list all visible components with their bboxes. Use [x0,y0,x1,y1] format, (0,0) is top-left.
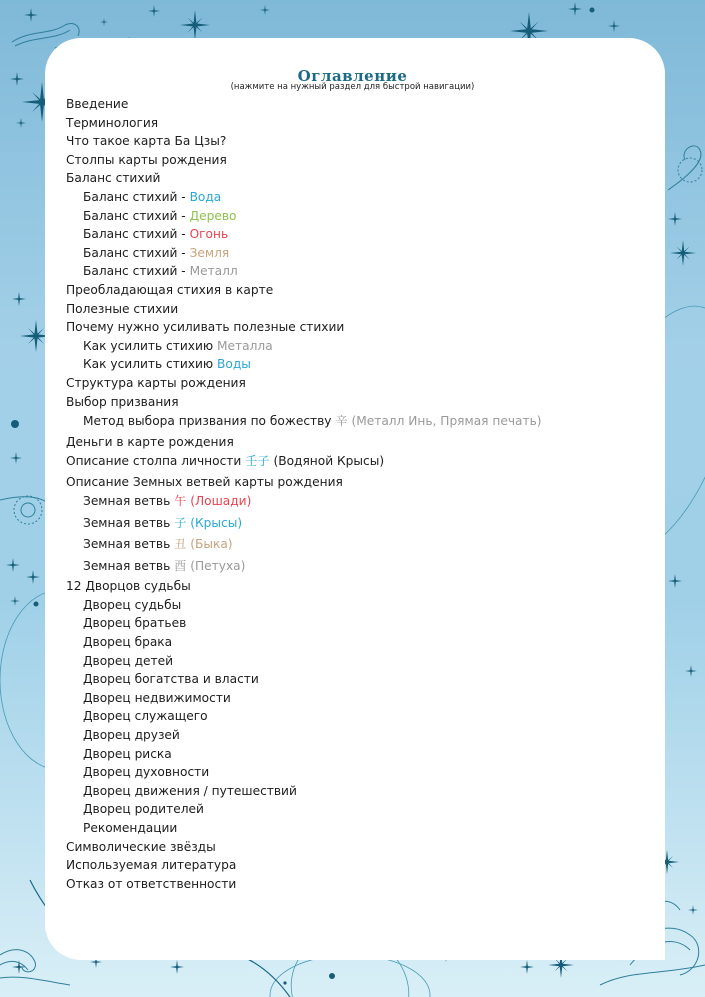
toc-link-accent: Воды [217,357,251,372]
wave-bottom-left-icon [0,950,70,985]
page-subtitle: (нажмите на нужный раздел для быстрой навигации) [230,82,475,92]
swirl-left-icon [0,496,50,524]
toc-link[interactable] [66,800,626,819]
toc-link[interactable] [66,473,626,492]
toc-link[interactable] [66,318,626,337]
toc-link-label: Дворец богатства и власти [83,672,259,687]
toc-link[interactable] [66,337,626,356]
toc-link[interactable] [66,491,626,513]
toc-link[interactable] [66,114,626,133]
toc-link-accent: Металла [217,338,273,353]
toc-link[interactable] [66,745,626,764]
toc-link-accent: Металл [189,264,238,279]
toc-link[interactable] [66,707,626,726]
toc-link[interactable] [66,262,626,281]
toc-link[interactable] [66,838,626,857]
toc-link-label: Земная ветвь [83,558,175,573]
toc-link[interactable] [66,355,626,374]
toc-link[interactable] [66,726,626,745]
toc-link[interactable] [66,875,626,894]
toc-link-accent: 酉 (Петуха) [174,558,246,573]
toc-link-label: Земная ветвь [83,494,175,509]
toc-link-label: Выбор призвания [66,394,179,409]
toc-link-label: Баланс стихий - [83,189,190,204]
toc-link-label: Как усилить стихию [83,338,218,353]
toc-link[interactable] [66,689,626,708]
toc-link[interactable] [66,169,626,188]
toc-link-accent: 壬子 [245,454,270,469]
toc-link[interactable] [66,393,626,412]
toc-link[interactable] [66,819,626,838]
toc-link[interactable] [66,763,626,782]
toc-link-label: Отказ от ответственности [66,876,237,891]
toc-link-label: Деньги в карте рождения [66,434,234,449]
toc-link-accent: Огонь [189,227,229,242]
toc-link[interactable] [66,374,626,393]
toc-link[interactable] [66,556,626,578]
toc-link-label: Что такое карта Ба Цзы? [66,134,227,149]
toc-link-accent: Вода [189,189,222,204]
toc-link-label: Земная ветвь [83,537,175,552]
toc-link-accent: 子 (Крысы) [174,515,243,530]
toc-link-label: Баланс стихий [66,171,161,186]
toc-link-accent: 午 (Лошади) [174,494,252,509]
toc-link-label: Баланс стихий - [83,208,190,223]
toc-link-label: Описание Земных ветвей карты рождения [66,474,343,489]
toc-link[interactable] [66,513,626,535]
toc-link-accent: 丑 (Быка) [174,537,233,552]
toc-link-label: Преобладающая стихия в карте [66,282,274,297]
toc-link-accent: 辛 (Металл Инь, Прямая печать) [335,414,542,429]
toc-link[interactable] [66,300,626,319]
toc-link-label: Дворец риска [83,746,172,761]
toc-link[interactable] [66,207,626,226]
toc-link-label: Терминология [66,115,159,130]
toc-link[interactable] [66,633,626,652]
toc-link-label: Дворец детей [83,653,174,668]
toc-link[interactable] [66,188,626,207]
page-title: Оглавление [297,67,408,85]
toc-link-label: Дворец брака [83,635,173,650]
toc-link-label: Метод выбора призвания по божеству [83,414,336,429]
toc-link-label: Столпы карты рождения [66,152,227,167]
toc-link-label: Введение [66,97,129,111]
toc-link-label: Дворец братьев [83,616,187,631]
toc-link[interactable] [66,782,626,801]
toc-link-label: 12 Дворцов судьбы [66,579,191,594]
toc-link-accent: Земля [189,245,230,260]
toc-link[interactable] [66,433,626,452]
toc-link-label: Дворец движения / путешествий [83,783,297,798]
toc-link-label: Дворец родителей [83,802,204,817]
toc-link[interactable] [66,411,626,433]
toc-link-label: Почему нужно усиливать полезные стихии [66,320,345,335]
toc-link[interactable] [66,652,626,671]
toc-link-label: Полезные стихии [66,301,179,316]
toc-link-label: Используемая литература [66,858,237,873]
toc-link[interactable] [66,614,626,633]
toc-link[interactable] [66,670,626,689]
toc-link-label: Земная ветвь [83,515,175,530]
toc-link-label: Дворец друзей [83,728,180,743]
toc-link-label: Структура карты рождения [66,375,246,390]
toc-link[interactable] [66,132,626,151]
toc-link[interactable] [66,534,626,556]
toc-link-label: Дворец недвижимости [83,690,231,705]
toc-link[interactable] [66,281,626,300]
toc-link-label: Баланс стихий - [83,227,190,242]
toc-link-accent: Дерево [189,208,237,223]
toc-link[interactable] [66,95,626,114]
toc-link[interactable] [66,577,626,596]
toc-link-label: Баланс стихий - [83,264,190,279]
table-of-contents [66,95,626,893]
toc-link-label: Символические звёзды [66,839,216,854]
toc-link[interactable] [66,856,626,875]
toc-link-label: Описание столпа личности [66,454,246,469]
toc-link-label: Как усилить стихию [83,357,218,372]
toc-link[interactable] [66,151,626,170]
toc-link-label: Дворец судьбы [83,597,182,612]
toc-link-label: Рекомендации [83,821,178,835]
toc-link-suffix: (Водяной Крысы) [269,454,385,469]
toc-link-label: Дворец духовности [83,765,210,780]
toc-link[interactable] [66,225,626,244]
toc-link[interactable] [66,451,626,473]
toc-link-label: Дворец служащего [83,709,208,724]
toc-link[interactable] [66,244,626,263]
swirl-right-icon [668,146,702,190]
toc-link-label: Баланс стихий - [83,245,190,260]
toc-link[interactable] [66,596,626,615]
